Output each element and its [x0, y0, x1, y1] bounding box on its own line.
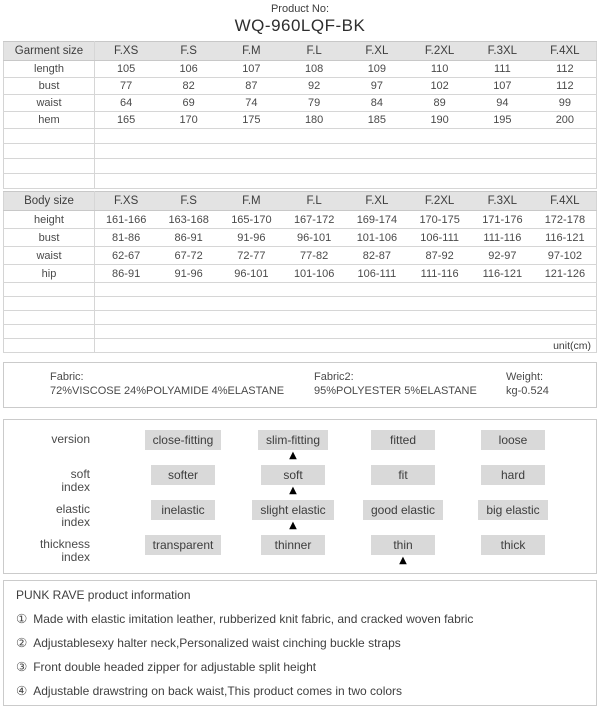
garment-size-table	[3, 41, 597, 189]
option-chip: transparent	[145, 535, 222, 555]
size-cell: 82-87	[346, 247, 409, 265]
empty-row	[4, 129, 597, 144]
product-info-list	[16, 612, 584, 698]
attribute-option	[458, 465, 568, 496]
size-cell: 106-111	[346, 265, 409, 283]
size-cell: 101-106	[283, 265, 346, 283]
row-label: hip	[4, 265, 95, 283]
size-cell: 92-97	[471, 247, 534, 265]
row-label: bust	[4, 78, 95, 95]
size-cell: 87	[220, 78, 283, 95]
empty-row	[4, 159, 597, 174]
fabric-item	[314, 370, 506, 398]
size-cell: 112	[534, 61, 597, 78]
table-row	[4, 61, 597, 78]
size-cell: 109	[346, 61, 409, 78]
product-info-text: Front double headed zipper for adjustable split height	[33, 660, 317, 674]
circled-number-icon: ①	[16, 611, 28, 626]
size-cell: 101-106	[346, 229, 409, 247]
product-info-text: Adjustable drawstring on back waist,This product comes in two colors	[33, 684, 403, 698]
size-cell: 87-92	[408, 247, 471, 265]
size-cell: 72-77	[220, 247, 283, 265]
row-label: waist	[4, 247, 95, 265]
size-cell: 106-111	[408, 229, 471, 247]
attribute-option	[348, 535, 458, 566]
size-cell: 67-72	[157, 247, 220, 265]
selected-marker-icon: ▲	[399, 555, 407, 566]
column-header: F.M	[220, 42, 283, 61]
attribute-option	[458, 500, 568, 531]
row-label: waist	[4, 95, 95, 112]
row-label: length	[4, 61, 95, 78]
column-header: Body size	[4, 192, 95, 211]
row-label: height	[4, 211, 95, 229]
size-cell: 171-176	[471, 211, 534, 229]
row-label: hem	[4, 112, 95, 129]
size-cell: 163-168	[157, 211, 220, 229]
size-cell: 99	[534, 95, 597, 112]
size-cell: 195	[471, 112, 534, 129]
attribute-label: elastic index	[55, 502, 90, 529]
size-cell: 96-101	[283, 229, 346, 247]
empty-row	[4, 311, 597, 325]
option-chip: fit	[371, 465, 435, 485]
circled-number-icon: ③	[16, 659, 28, 674]
size-cell: 111	[471, 61, 534, 78]
size-cell: 200	[534, 112, 597, 129]
column-header: F.XS	[95, 42, 158, 61]
size-cell: 190	[408, 112, 471, 129]
unit-label: unit(cm)	[95, 339, 597, 353]
attribute-option	[128, 535, 238, 566]
size-cell: 77-82	[283, 247, 346, 265]
size-cell: 82	[157, 78, 220, 95]
size-cell: 74	[220, 95, 283, 112]
attribute-label: thickness index	[39, 537, 90, 564]
circled-number-icon: ④	[16, 683, 28, 698]
attribute-label: version	[51, 432, 90, 446]
attribute-option	[238, 535, 348, 566]
body-size-table	[3, 191, 597, 353]
option-chip: thick	[481, 535, 545, 555]
fabric-label: Fabric2:	[314, 371, 354, 383]
table-row	[4, 265, 597, 283]
option-chip: softer	[151, 465, 215, 485]
column-header: F.XL	[346, 192, 409, 211]
column-header: F.S	[157, 192, 220, 211]
size-cell: 170	[157, 112, 220, 129]
attribute-row	[4, 430, 596, 461]
size-cell: 175	[220, 112, 283, 129]
table-row	[4, 229, 597, 247]
table-row	[4, 247, 597, 265]
option-chip: loose	[481, 430, 545, 450]
attribute-option	[128, 500, 238, 531]
product-info-item	[16, 660, 584, 674]
selected-marker-icon: ▲	[289, 485, 297, 496]
size-cell: 170-175	[408, 211, 471, 229]
column-header: F.XL	[346, 42, 409, 61]
option-chip: slim-fitting	[258, 430, 328, 450]
empty-row	[4, 174, 597, 189]
size-cell: 169-174	[346, 211, 409, 229]
column-header: F.L	[283, 192, 346, 211]
size-cell: 69	[157, 95, 220, 112]
size-cell: 110	[408, 61, 471, 78]
option-chip: thinner	[261, 535, 325, 555]
size-cell: 91-96	[220, 229, 283, 247]
option-chip: good elastic	[363, 500, 443, 520]
fabric-value: 72%VISCOSE 24%POLYAMIDE 4%ELASTANE	[50, 385, 285, 397]
column-header: F.M	[220, 192, 283, 211]
size-cell: 111-116	[471, 229, 534, 247]
size-cell: 165	[95, 112, 158, 129]
option-chip: inelastic	[151, 500, 215, 520]
option-chip: big elastic	[478, 500, 547, 520]
fabric-info-box	[3, 362, 597, 408]
size-cell: 94	[471, 95, 534, 112]
size-cell: 180	[283, 112, 346, 129]
size-cell: 185	[346, 112, 409, 129]
attribute-option	[238, 430, 348, 461]
attribute-option	[458, 535, 568, 566]
size-cell: 86-91	[95, 265, 158, 283]
size-cell: 116-121	[534, 229, 597, 247]
size-cell: 172-178	[534, 211, 597, 229]
option-chip: soft	[261, 465, 325, 485]
size-cell: 97	[346, 78, 409, 95]
option-chip: fitted	[371, 430, 435, 450]
column-header: F.L	[283, 42, 346, 61]
size-cell: 97-102	[534, 247, 597, 265]
attribute-option	[128, 465, 238, 496]
product-info-text: Made with elastic imitation leather, rubberized knit fabric, and cracked woven fabric	[33, 612, 474, 626]
size-cell: 77	[95, 78, 158, 95]
size-cell: 111-116	[408, 265, 471, 283]
product-info-item	[16, 612, 584, 626]
size-cell: 107	[220, 61, 283, 78]
attribute-option	[238, 500, 348, 531]
option-chip: thin	[371, 535, 435, 555]
attribute-row	[4, 465, 596, 496]
header-row	[4, 42, 597, 61]
fabric-value: 95%POLYESTER 5%ELASTANE	[314, 385, 477, 397]
option-chip: close-fitting	[145, 430, 222, 450]
size-cell: 116-121	[471, 265, 534, 283]
fabric-label: Fabric:	[50, 371, 84, 383]
size-cell: 107	[471, 78, 534, 95]
table-row	[4, 95, 597, 112]
size-cell: 92	[283, 78, 346, 95]
product-no-value: WQ-960LQF-BK	[234, 16, 366, 35]
size-cell: 89	[408, 95, 471, 112]
column-header: F.XS	[95, 192, 158, 211]
size-cell: 165-170	[220, 211, 283, 229]
size-cell: 108	[283, 61, 346, 78]
fabric-label: Weight:	[506, 371, 544, 383]
size-cell: 105	[95, 61, 158, 78]
product-no-label: Product No:	[270, 3, 330, 15]
circled-number-icon: ②	[16, 635, 28, 650]
attribute-row	[4, 535, 596, 566]
column-header: F.4XL	[534, 192, 597, 211]
size-cell: 112	[534, 78, 597, 95]
fabric-item	[50, 370, 314, 398]
size-cell: 81-86	[95, 229, 158, 247]
attribute-label: soft index	[61, 467, 90, 494]
attribute-option	[238, 465, 348, 496]
attribute-option	[348, 500, 458, 531]
product-number-header	[3, 0, 597, 36]
empty-row	[4, 297, 597, 311]
size-cell: 106	[157, 61, 220, 78]
size-cell: 161-166	[95, 211, 158, 229]
empty-row	[4, 283, 597, 297]
size-cell: 79	[283, 95, 346, 112]
column-header: F.2XL	[408, 192, 471, 211]
product-info-box	[3, 580, 597, 706]
size-cell: 91-96	[157, 265, 220, 283]
option-chip: hard	[481, 465, 545, 485]
attribute-row	[4, 500, 596, 531]
size-cell: 86-91	[157, 229, 220, 247]
attribute-option	[348, 430, 458, 461]
row-label: bust	[4, 229, 95, 247]
size-cell: 102	[408, 78, 471, 95]
size-cell: 121-126	[534, 265, 597, 283]
selected-marker-icon: ▲	[289, 450, 297, 461]
column-header: F.4XL	[534, 42, 597, 61]
empty-row	[4, 144, 597, 159]
unit-row	[4, 339, 597, 353]
column-header: F.3XL	[471, 42, 534, 61]
size-cell: 84	[346, 95, 409, 112]
size-cell: 64	[95, 95, 158, 112]
fabric-item	[506, 370, 596, 398]
column-header: F.3XL	[471, 192, 534, 211]
option-chip: slight elastic	[252, 500, 333, 520]
column-header: F.S	[157, 42, 220, 61]
product-info-item	[16, 636, 584, 650]
product-info-title: PUNK RAVE product information	[16, 588, 191, 602]
attribute-option	[128, 430, 238, 461]
empty-row	[4, 325, 597, 339]
column-header: F.2XL	[408, 42, 471, 61]
selected-marker-icon: ▲	[289, 520, 297, 531]
table-row	[4, 78, 597, 95]
table-row	[4, 211, 597, 229]
header-row	[4, 192, 597, 211]
attribute-option	[458, 430, 568, 461]
attribute-option	[348, 465, 458, 496]
product-info-text: Adjustablesexy halter neck,Personalized waist cinching buckle straps	[33, 636, 401, 650]
table-row	[4, 112, 597, 129]
product-info-item	[16, 684, 584, 698]
attributes-box	[3, 419, 597, 574]
size-cell: 96-101	[220, 265, 283, 283]
size-cell: 62-67	[95, 247, 158, 265]
column-header: Garment size	[4, 42, 95, 61]
size-cell: 167-172	[283, 211, 346, 229]
fabric-value: kg-0.524	[506, 385, 549, 397]
